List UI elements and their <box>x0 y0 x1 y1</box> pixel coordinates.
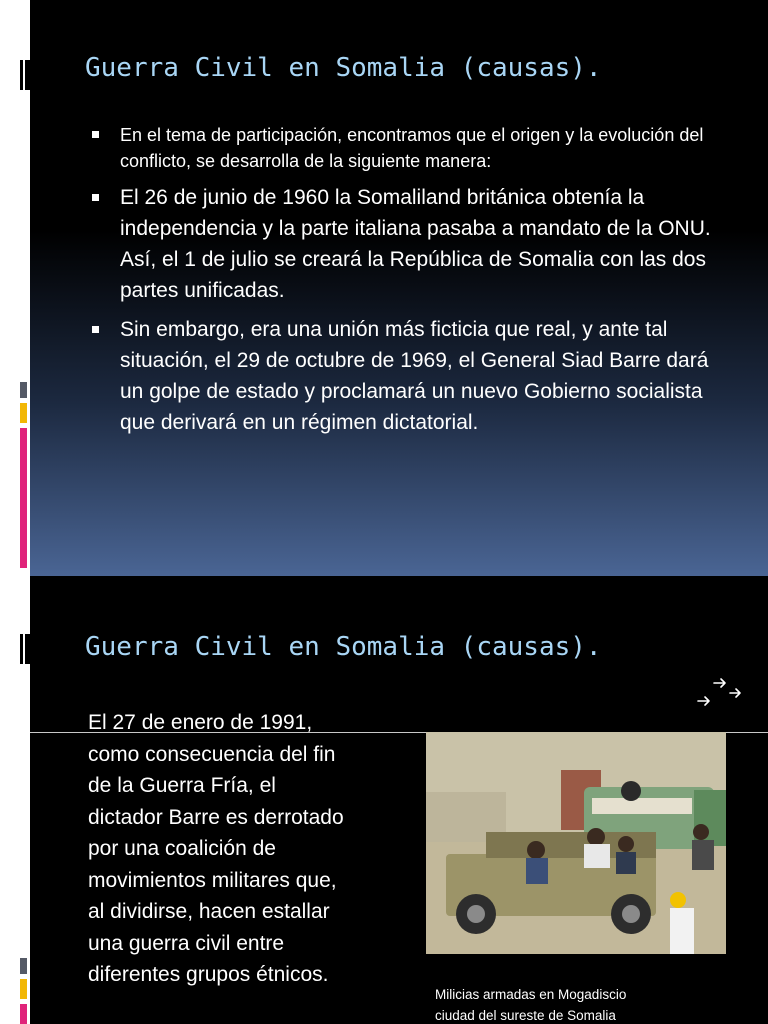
bullet-item: En el tema de participación, encontramos que el origen y la evolución del conflicto, se desarrolla de la siguiente manera: <box>92 122 732 174</box>
title-marker <box>20 634 30 664</box>
title-marker <box>20 60 30 90</box>
slide-title: Guerra Civil en Somalia (causas). <box>85 632 602 662</box>
body-text: El 27 de enero de 1991, como consecuencia del fin de la Guerra Fría, el dictador Barre es derrotado por una coalición de movimientos militares que, al dividirse, hacen estallar una guerra civil entre diferentes grupos étnicos. <box>88 711 344 986</box>
bullet-item: El 26 de junio de 1960 la Somaliland británica obtenía la independencia y la parte italiana pasaba a mandato de la ONU. Así, el 1 de julio se creará la República de Somalia con las dos partes unificadas. <box>92 182 732 306</box>
bullet-item: Sin embargo, era una unión más ficticia que real, y ante tal situación, el 29 de octubre de 1969, el General Siad Barre dará un golpe de estado y proclamará un nuevo Gobierno socialista que derivará en un régimen dictatorial. <box>92 314 732 438</box>
bullet-icon <box>92 326 99 333</box>
militia-photo <box>426 732 726 954</box>
arrows-icon <box>690 673 750 713</box>
bullet-list <box>92 122 732 446</box>
slide-2 <box>0 576 768 1024</box>
slide-title: Guerra Civil en Somalia (causas). <box>85 53 602 83</box>
photo-caption: Milicias armadas en Mogadiscio ciudad del sureste de Somalia <box>435 987 627 1023</box>
bullet-icon <box>92 194 99 201</box>
bullet-icon <box>92 131 99 138</box>
